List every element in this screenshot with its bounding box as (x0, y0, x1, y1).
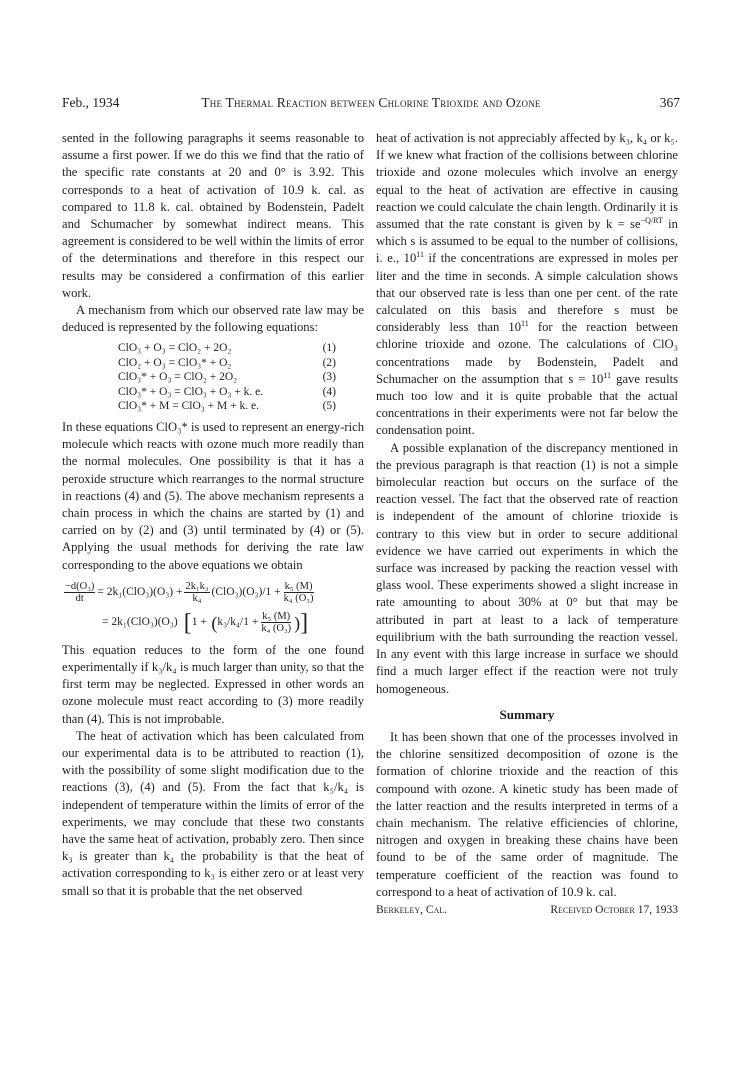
term: k₃/k₄/1 + (217, 616, 259, 629)
paren: ( (206, 612, 218, 633)
mechanism-equations (62, 341, 364, 414)
numerator: −d(O₃) (65, 581, 95, 593)
paragraph: The heat of activation which has been calculated from our experimental data is to be attributed to reaction (1), with the possibility of some slight modification due to the reactions (3), (4) and (5). From the fact that k₅/k₄ is independent of temperature within the limits of error of the experiments, we may conclude that these two constants have the same heat of activation, probably zero. Then since k₃ is greater than k₄ the probability is that the heat of activation corresponding to k₃ is either zero or at least very small so that it is probable that the net observed (62, 728, 364, 898)
equation-text: ClO₂ + O₃ = ClO₃* + O₂ (118, 356, 232, 369)
paragraph (376, 130, 678, 440)
numerator: k₅ (M) (284, 581, 313, 593)
paragraph: This equation reduces to the form of the one found experimentally if k₃/k₄ is much larger than unity, so that the first term may be neglected. Expressed in other words an ozone molecule must react according to (3) more readily than (4). This is not improbable. (62, 642, 364, 726)
location: Berkeley, Cal. (376, 903, 448, 916)
text-run: gave results much too low and it is quite probable that the actual concentrations in their experiments were not far below the condensation point. (376, 371, 678, 438)
rate-law-line-2 (62, 608, 364, 638)
fraction (260, 611, 292, 634)
superscript: 11 (416, 250, 424, 260)
bracket: ] (300, 609, 309, 636)
running-header (62, 95, 680, 115)
equation-row (62, 385, 364, 400)
rate-law-equation (62, 578, 364, 638)
numerator: k₅ (M) (262, 611, 291, 623)
equation-number: (4) (322, 385, 336, 398)
paragraph: A possible explanation of the discrepancy mentioned in the previous paragraph is that reaction (1) is not a simple bimolecular reaction but occurs on the surface of the reaction vessel. The fact that the observed rate of reaction is independent of the amount of chlorine trioxide is contrary to this view but in order to secure additional evidence we have carried out experiments in which the surface was increased by packing the reaction vessel with glass wool. These experiments showed a slight increase in rate amounting to about 30% at 0° but that may be attributed in part at least to a lack of temperature equilibrium with the bath surrounding the reaction vessel. In any event with this large increase in surface we should find a much larger effect if the reaction were not truly homogeneous. (376, 440, 678, 696)
equation-row (62, 370, 364, 385)
right-column (376, 130, 678, 919)
received-date: Received October 17, 1933 (550, 903, 678, 916)
bracket: [ (177, 609, 192, 636)
equation-number: (2) (322, 356, 336, 369)
equation-row (62, 399, 364, 414)
header-title: The Thermal Reaction between Chlorine Trioxide and Ozone (201, 95, 541, 110)
fraction (64, 581, 95, 604)
equation-row (62, 341, 364, 356)
page-number: 367 (659, 95, 680, 110)
fraction (184, 581, 209, 604)
denominator: k₄ (O₃) (283, 593, 314, 605)
denominator: k₄ (192, 593, 202, 605)
equation-text: ClO₃* + O₃ = ClO₂ + 2O₂ (118, 371, 238, 384)
equation-text: ClO₃* + M = ClO₃ + M + k. e. (118, 400, 259, 413)
denominator: dt (75, 593, 84, 605)
text-run: in which s is assumed to be equal to the number of collisions, i. e., 10 (376, 217, 678, 266)
rate-law-line-1 (62, 578, 364, 608)
term: (ClO₃)(O₃)/1 + (211, 586, 281, 599)
text-run: for the reaction between chlorine trioxide and ozone. The calculations of ClO₃ concentrations made by Bodenstein, Padelt and Schumacher on the assumption that s = 10 (376, 320, 678, 386)
equation-number: (1) (322, 342, 336, 355)
term: = 2k₁(ClO₃)(O₃) (102, 616, 178, 629)
superscript: −Q/RT (640, 215, 663, 225)
text-run: if the concentrations are expressed in moles per liter and the time in seconds. A simple calculation shows that our observed rate is less than one per cent. of the rate calculated on this basis and therefore s must be considerably less than 10 (376, 251, 678, 335)
equation-text: ClO₃ + O₃ = ClO₂ + 2O₂ (118, 342, 232, 355)
paragraph: A mechanism from which our observed rate law may be deduced is represented by the following equations: (62, 303, 364, 335)
equation-number: (3) (322, 371, 336, 384)
header-date: Feb., 1934 (62, 95, 120, 110)
signature-line (376, 902, 678, 919)
term: = 2k₁(ClO₃)(O₃) + (97, 586, 183, 599)
term: 1 + (191, 616, 207, 629)
summary-heading: Summary (499, 706, 555, 722)
paragraph: sented in the following paragraphs it seems reasonable to assume a first power. If we do this we find that the ratio of the specific rate constants at 20 and 0° is 3.92. This corresponds to a heat of activation of 10.9 k. cal. as compared to 11.8 k. cal. obtained by Bodenstein, Padelt and Schumacher by somewhat indirect means. This agreement is considered to be well within the limits of error of the determinations and therefore in this respect our results may be considered a confirmation of this earlier work. (62, 131, 364, 300)
denominator: k₄ (O₃) (261, 623, 292, 635)
superscript: 11 (521, 319, 529, 329)
fraction (283, 581, 315, 604)
paren: ) (294, 612, 301, 633)
numerator: 2k₁k₃ (185, 581, 209, 593)
equation-row (62, 356, 364, 371)
superscript: 11 (603, 370, 611, 380)
equation-number: (5) (322, 400, 336, 413)
paragraph: In these equations ClO₃* is used to represent an energy-rich molecule which reacts with ozone much more readily than the normal molecules. One possibility is that it has a peroxide structure which rearranges to the normal structure in reactions (4) and (5). The above mechanism represents a chain process in which the chains are started by (1) and carried on by (2) and (3) until terminated by (4) or (5). Applying the usual methods for deriving the rate law corresponding to the above equations we obtain (62, 419, 364, 572)
text-run: heat of activation is not appreciably affected by k₃, k₄ or k₅. If we knew what fraction of the collisions between chlorine trioxide and ozone molecules which involve an energy equal to the heat of activation are effective in causing reaction we could calculate the chain length. Ordinarily it is assumed that the rate constant is given by k = se (376, 131, 678, 232)
paragraph: It has been shown that one of the processes involved in the chlorine sensitized decomposition of ozone is the formation of chlorine trioxide and the reaction of this compound with ozone. A kinetic study has been made of the latter reaction and the results interpreted in terms of a chain mechanism. The relative efficiencies of chlorine, nitrogen and oxygen in breaking these chains have been found to be of the same order of magnitude. The temperature coefficient of the reaction was found to correspond to a heat of activation of 10.9 k. cal. (376, 729, 678, 899)
equation-text: ClO₃* + O₃ = ClO₃ + O₃ + k. e. (118, 385, 264, 398)
left-column (62, 130, 364, 900)
